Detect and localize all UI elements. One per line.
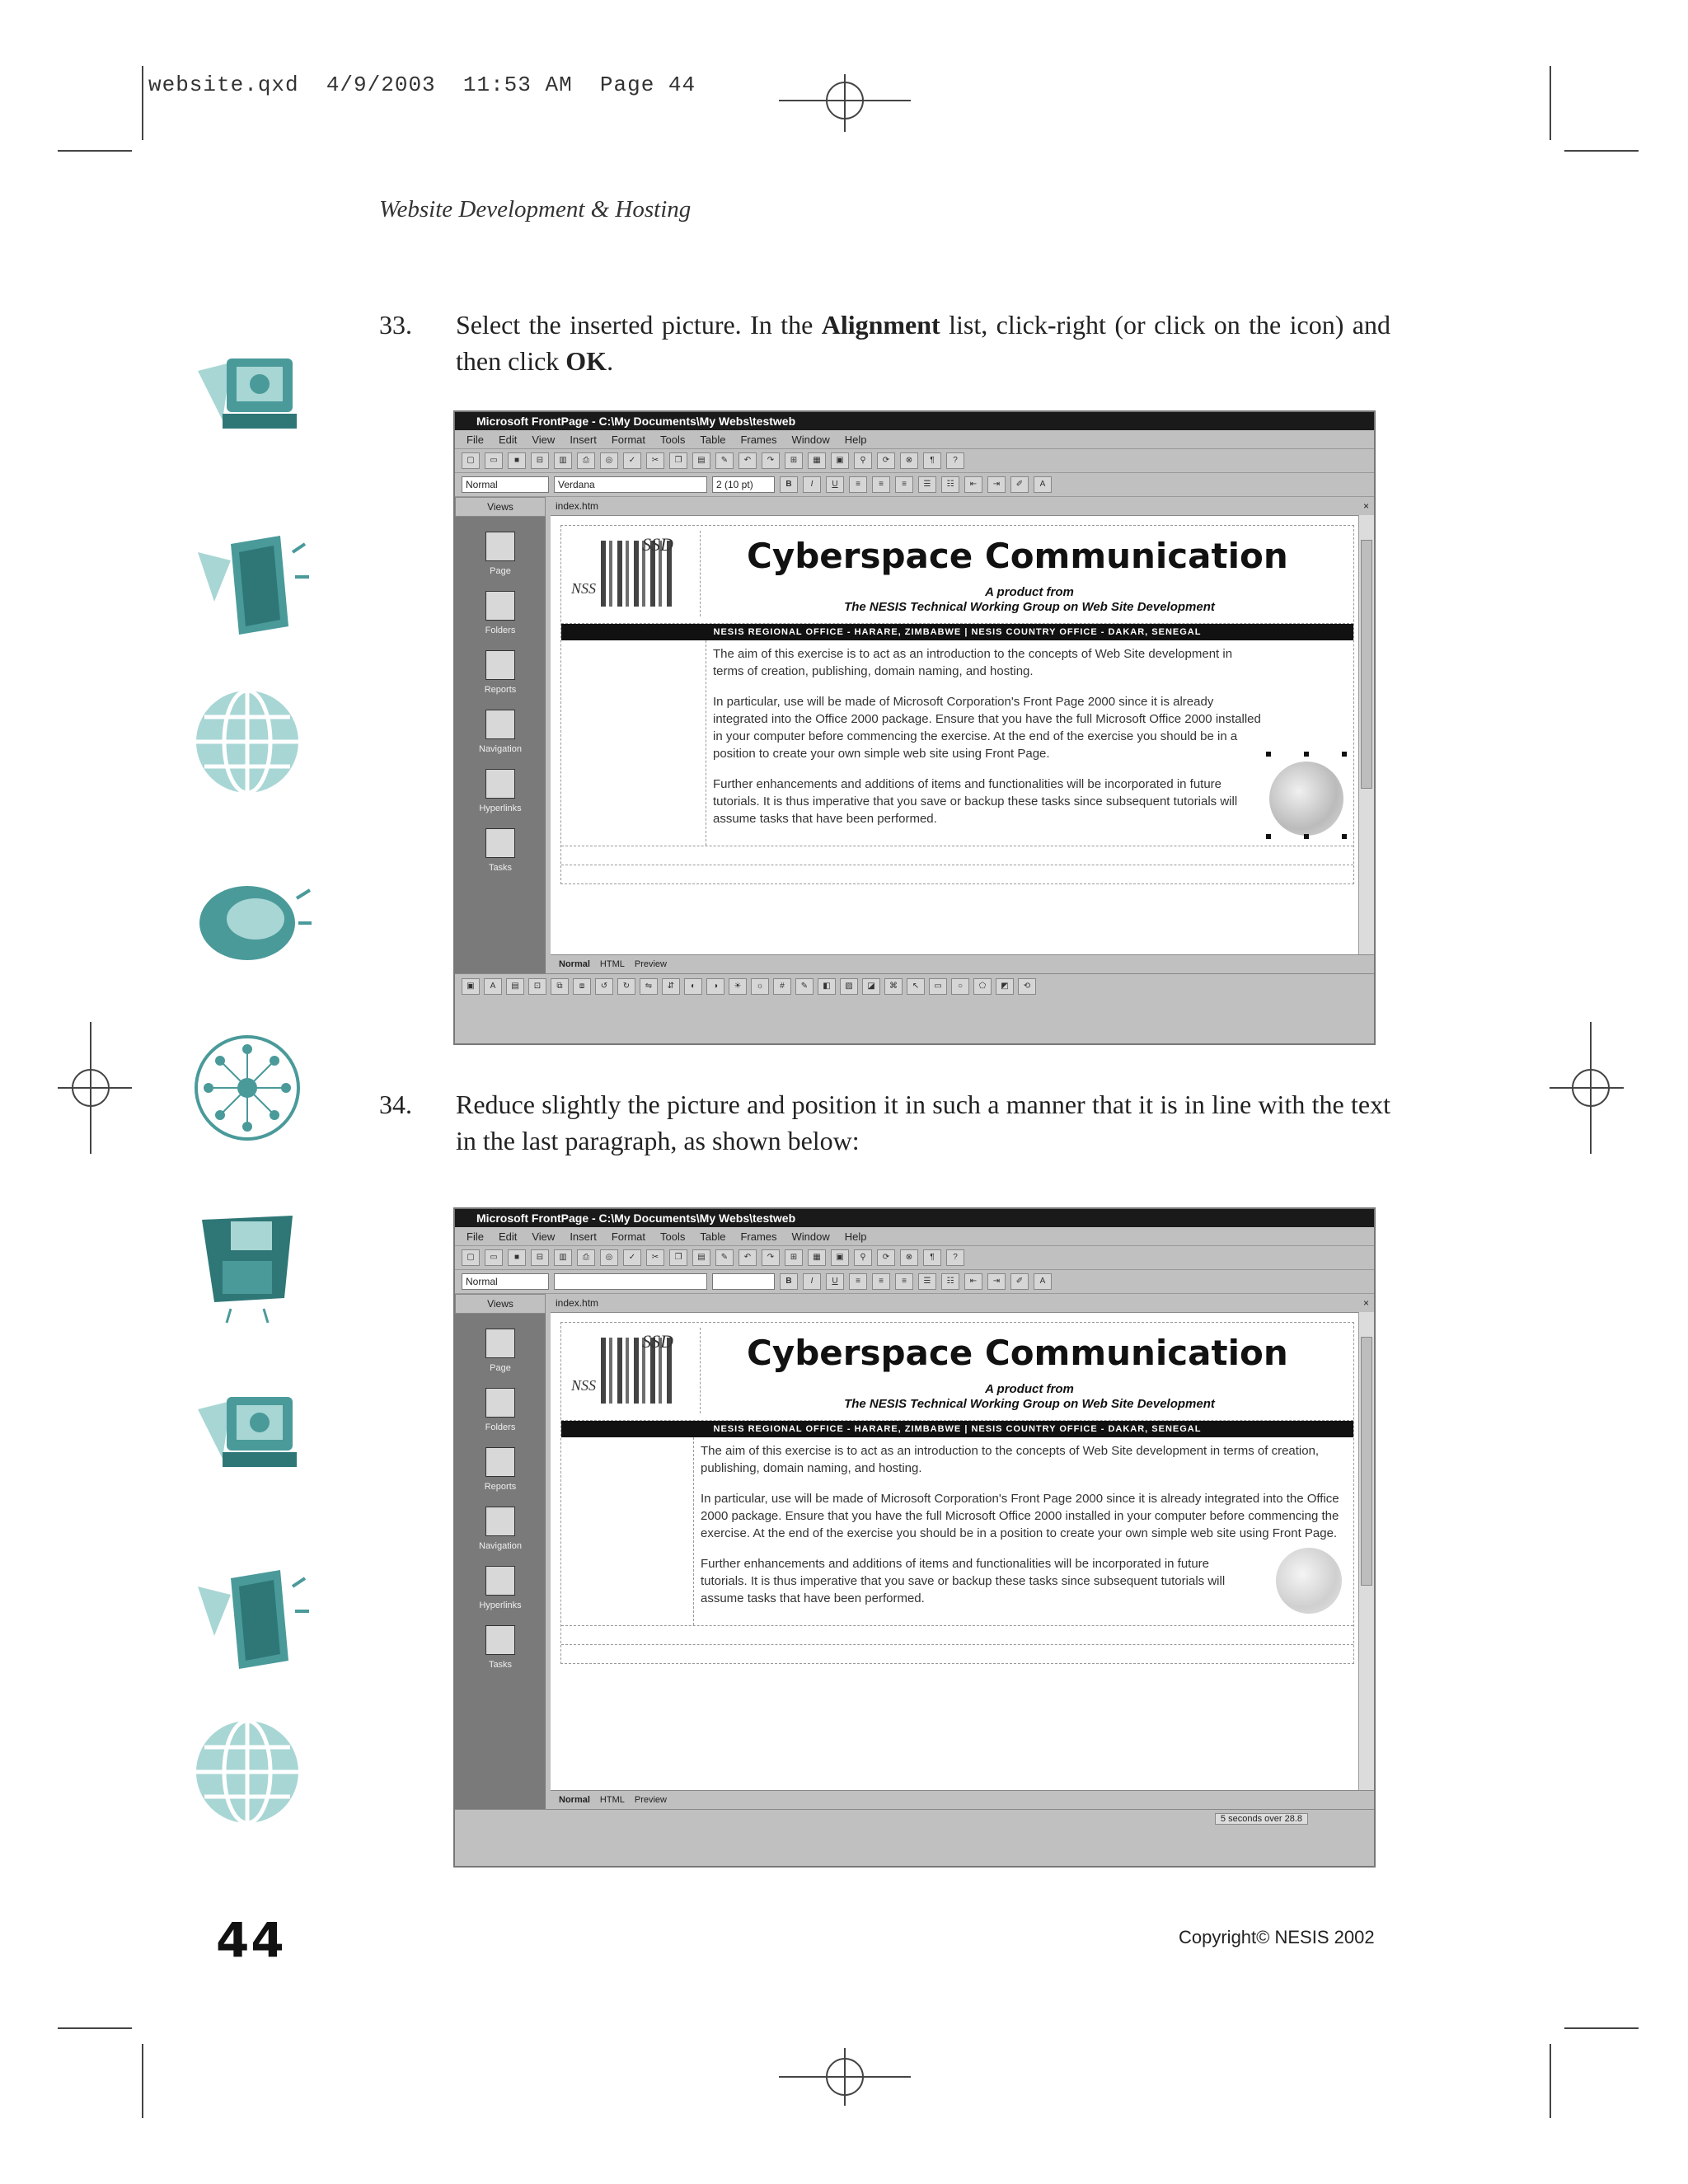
format-painter-icon[interactable]: ✎ xyxy=(715,1249,734,1266)
highlight-icon[interactable]: ✐ xyxy=(1010,1273,1029,1290)
preview-icon[interactable]: ◎ xyxy=(600,1249,618,1266)
stop-icon[interactable]: ⊗ xyxy=(900,1249,918,1266)
paste-icon[interactable]: ▤ xyxy=(692,1249,710,1266)
menu-item[interactable]: Help xyxy=(844,1230,867,1243)
paragraph: Further enhancements and additions of items and functionalities will be incorporated in future tutorials. It is thus imperative that you save or backup these tasks since subsequent tutorials will assume tasks that have been performed. xyxy=(701,1557,1226,1605)
tab-normal[interactable]: Normal xyxy=(559,959,590,969)
empty-row xyxy=(561,865,1353,883)
page-header xyxy=(561,526,1353,624)
insert-picture-icon[interactable]: ▣ xyxy=(831,452,849,469)
floppy-disk-icon xyxy=(181,1203,313,1327)
black-and-white-icon[interactable]: ◧ xyxy=(818,978,836,995)
navigation-icon xyxy=(485,1507,515,1536)
crop-mark xyxy=(1564,2027,1639,2029)
menu-item[interactable]: Format xyxy=(611,1230,645,1243)
view-label: Navigation xyxy=(479,1541,522,1551)
publish-icon[interactable]: ⊟ xyxy=(531,1249,549,1266)
views-bar xyxy=(455,497,546,973)
position-absolutely-icon[interactable]: ⊡ xyxy=(528,978,546,995)
menu-item[interactable]: Edit xyxy=(498,1230,518,1243)
workspace xyxy=(455,497,1374,973)
menu-item[interactable]: Window xyxy=(791,1230,830,1243)
view-tabs xyxy=(551,1790,1374,1809)
workspace xyxy=(455,1294,1374,1809)
tab-preview[interactable]: Preview xyxy=(634,1795,667,1805)
crop-mark xyxy=(142,66,143,140)
page-number: 44 xyxy=(216,1912,286,1968)
logo-text: NSS xyxy=(571,580,597,597)
view-label: Tasks xyxy=(488,863,513,873)
selection-handle[interactable] xyxy=(1342,834,1347,839)
numbering-icon[interactable]: ☰ xyxy=(918,476,936,493)
size-select[interactable] xyxy=(712,1273,775,1290)
paste-icon[interactable]: ▤ xyxy=(692,452,710,469)
left-column xyxy=(561,1437,694,1625)
menu-item[interactable]: Format xyxy=(611,433,645,446)
bevel-icon[interactable]: ◪ xyxy=(862,978,880,995)
paragraph: The aim of this exercise is to act as an introduction to the concepts of Web Site development in terms of creation, publishing, domain naming, and hosting. xyxy=(701,1444,1320,1475)
insert-table-icon[interactable]: ▦ xyxy=(808,1249,826,1266)
running-head: Website Development & Hosting xyxy=(379,196,692,223)
computer-icon xyxy=(181,1376,313,1500)
italic-icon[interactable]: I xyxy=(803,1273,821,1290)
highlight-icon[interactable]: ✐ xyxy=(1010,476,1029,493)
page-heading: Cyberspace Communication xyxy=(747,1333,1288,1373)
font-select[interactable]: Verdana xyxy=(554,476,707,493)
align-right-icon[interactable]: ≡ xyxy=(895,476,913,493)
crop-mark xyxy=(142,2044,143,2118)
page-subheading: The NESIS Technical Working Group on Web Site Development xyxy=(844,600,1215,614)
page-heading: Cyberspace Communication xyxy=(747,536,1288,576)
document-pane xyxy=(546,1294,1374,1809)
undo-icon[interactable]: ↶ xyxy=(738,1249,757,1266)
crop-mark xyxy=(1564,150,1639,152)
menu-item[interactable]: File xyxy=(467,433,484,446)
navigation-icon xyxy=(485,710,515,739)
view-reports[interactable] xyxy=(455,650,546,695)
view-hyperlinks[interactable] xyxy=(455,1566,546,1610)
help-icon[interactable]: ? xyxy=(946,1249,964,1266)
circle-hotspot-icon[interactable]: ○ xyxy=(951,978,969,995)
close-icon[interactable]: × xyxy=(1362,1297,1369,1309)
view-label: Page xyxy=(490,1363,511,1373)
decrease-indent-icon[interactable]: ⇤ xyxy=(964,476,982,493)
logo-text: NSS xyxy=(571,1377,597,1394)
bold-icon[interactable]: B xyxy=(780,476,798,493)
formatting-toolbar xyxy=(455,473,1374,497)
right-column xyxy=(694,1437,1353,1625)
logo-text: SSD xyxy=(642,1331,673,1352)
page-content xyxy=(560,1322,1354,1664)
menu-item[interactable]: Help xyxy=(844,433,867,446)
vertical-scrollbar[interactable] xyxy=(1358,1312,1374,1791)
views-bar xyxy=(455,1294,546,1809)
less-brightness-icon[interactable]: ☼ xyxy=(751,978,769,995)
copyright: Copyright© NESIS 2002 xyxy=(1179,1927,1375,1947)
page-subheading: A product from xyxy=(985,585,1074,599)
crop-mark xyxy=(58,150,132,152)
logo xyxy=(568,531,701,616)
view-tabs xyxy=(551,954,1374,973)
new-page-icon[interactable]: ▢ xyxy=(462,1249,480,1266)
menu-bar xyxy=(455,1227,1374,1246)
empty-row xyxy=(561,846,1353,865)
folder-icon xyxy=(485,1388,515,1418)
publish-icon[interactable]: ⊟ xyxy=(531,452,549,469)
window-title: Microsoft FrontPage - C:\My Documents\My Webs\testweb xyxy=(455,1209,1374,1227)
view-tasks[interactable] xyxy=(455,828,546,873)
offices-band: NESIS REGIONAL OFFICE - HARARE, ZIMBABWE | NESIS COUNTRY OFFICE - DAKAR, SENEGAL xyxy=(561,624,1353,640)
view-label: Reports xyxy=(484,685,517,695)
undo-icon[interactable]: ↶ xyxy=(738,452,757,469)
menu-item[interactable]: Table xyxy=(700,1230,726,1243)
view-navigation[interactable] xyxy=(455,1507,546,1551)
globe-icon xyxy=(181,1710,313,1834)
download-time: 5 seconds over 28.8 xyxy=(1215,1813,1308,1825)
reports-icon xyxy=(485,1447,515,1477)
view-label: Hyperlinks xyxy=(479,804,522,813)
help-icon[interactable]: ? xyxy=(946,452,964,469)
menu-item[interactable]: Frames xyxy=(740,1230,777,1243)
copy-icon[interactable]: ❐ xyxy=(669,1249,687,1266)
empty-row xyxy=(561,1644,1353,1663)
frontpage-screenshot xyxy=(453,410,1376,1045)
increase-indent-icon[interactable]: ⇥ xyxy=(987,476,1006,493)
cut-icon[interactable]: ✂ xyxy=(646,1249,664,1266)
view-label: Folders xyxy=(485,1422,516,1432)
formatting-toolbar xyxy=(455,1270,1374,1294)
numbering-icon[interactable]: ☰ xyxy=(918,1273,936,1290)
registration-mark-bottom-icon xyxy=(779,2048,911,2106)
increase-indent-icon[interactable]: ⇥ xyxy=(987,1273,1006,1290)
slug-line: website.qxd 4/9/2003 11:53 AM Page 44 xyxy=(148,73,696,97)
font-color-icon[interactable]: A xyxy=(1034,476,1052,493)
paragraph: The aim of this exercise is to act as an introduction to the concepts of Web Site development in terms of creation, publishing, domain naming, and hosting. xyxy=(713,647,1233,678)
copy-icon[interactable]: ❐ xyxy=(669,452,687,469)
selection-handle[interactable] xyxy=(1342,752,1347,757)
redo-icon[interactable]: ↷ xyxy=(762,1249,780,1266)
menu-item[interactable]: File xyxy=(467,1230,484,1243)
document-tab[interactable] xyxy=(551,1294,1374,1313)
select-icon[interactable]: ↖ xyxy=(907,978,925,995)
cut-icon[interactable]: ✂ xyxy=(646,452,664,469)
rotate-right-icon[interactable]: ↻ xyxy=(617,978,635,995)
menu-item[interactable]: View xyxy=(532,433,556,446)
folder-icon xyxy=(485,591,515,621)
menu-item[interactable]: Insert xyxy=(570,1230,597,1243)
step-instruction: Reduce slightly the picture and position it in such a manner that it is in line with the text in the last paragraph, as shown below: xyxy=(456,1090,1390,1155)
insert-component-icon[interactable]: ⊞ xyxy=(785,1249,803,1266)
view-hyperlinks[interactable] xyxy=(455,769,546,813)
view-reports[interactable] xyxy=(455,1447,546,1492)
menu-item[interactable]: Tools xyxy=(660,1230,686,1243)
align-right-icon[interactable]: ≡ xyxy=(895,1273,913,1290)
open-icon[interactable]: ▭ xyxy=(485,1249,503,1266)
show-all-icon[interactable]: ¶ xyxy=(923,1249,941,1266)
logo xyxy=(568,1328,701,1413)
auto-thumbnail-icon[interactable]: ▤ xyxy=(506,978,524,995)
views-title: Views xyxy=(455,497,546,517)
view-label: Folders xyxy=(485,626,516,635)
italic-icon[interactable]: I xyxy=(803,476,821,493)
vertical-scrollbar[interactable] xyxy=(1358,515,1374,955)
less-contrast-icon[interactable]: ◑ xyxy=(706,978,724,995)
paragraph: Further enhancements and additions of items and functionalities will be incorporated in future tutorials. It is thus imperative that you save or backup these tasks since subsequent tutorials will assume tasks that have been performed. xyxy=(713,777,1238,826)
flip-vertical-icon[interactable]: ⇵ xyxy=(662,978,680,995)
mouse-icon xyxy=(181,857,313,981)
document-tab[interactable] xyxy=(551,497,1374,516)
tasks-icon xyxy=(485,1625,515,1655)
print-icon[interactable]: ⎙ xyxy=(577,1249,595,1266)
tab-normal[interactable]: Normal xyxy=(559,1795,590,1805)
globe-icon xyxy=(181,680,313,804)
view-navigation[interactable] xyxy=(455,710,546,754)
spelling-icon[interactable]: ✓ xyxy=(623,452,641,469)
view-label: Hyperlinks xyxy=(479,1601,522,1610)
insert-table-icon[interactable]: ▦ xyxy=(808,452,826,469)
page-icon xyxy=(485,1329,515,1358)
spelling-icon[interactable]: ✓ xyxy=(623,1249,641,1266)
align-center-icon[interactable]: ≡ xyxy=(872,476,890,493)
network-icon xyxy=(181,1026,313,1150)
insert-picture-icon[interactable]: ▣ xyxy=(831,1249,849,1266)
view-page[interactable] xyxy=(455,1329,546,1373)
save-icon[interactable]: ■ xyxy=(508,1249,526,1266)
server-tower-icon xyxy=(181,527,313,651)
style-select[interactable]: Normal xyxy=(462,476,549,493)
document-tab-label: index.htm xyxy=(556,500,599,512)
decrease-indent-icon[interactable]: ⇤ xyxy=(964,1273,982,1290)
folder-list-icon[interactable]: ▥ xyxy=(554,452,572,469)
hyperlinks-icon xyxy=(485,1566,515,1596)
crop-icon[interactable]: # xyxy=(773,978,791,995)
standard-toolbar xyxy=(455,1246,1374,1270)
computer-icon xyxy=(181,338,313,462)
text-icon[interactable]: A xyxy=(484,978,502,995)
send-backward-icon[interactable]: ⧈ xyxy=(573,978,591,995)
hyperlink-icon[interactable]: ⚲ xyxy=(854,452,872,469)
format-painter-icon[interactable]: ✎ xyxy=(715,452,734,469)
page-subheading: A product from xyxy=(985,1382,1074,1396)
drawing-toolbar xyxy=(455,973,1374,999)
view-label: Tasks xyxy=(488,1660,513,1670)
flip-horizontal-icon[interactable]: ⇋ xyxy=(640,978,658,995)
print-icon[interactable]: ⎙ xyxy=(577,452,595,469)
view-label: Page xyxy=(490,566,511,576)
body-row xyxy=(561,640,1353,846)
page-content xyxy=(560,525,1354,884)
underline-icon[interactable]: U xyxy=(826,476,844,493)
views-title: Views xyxy=(455,1294,546,1314)
refresh-icon[interactable]: ⟳ xyxy=(877,452,895,469)
bullets-icon[interactable]: ☷ xyxy=(941,476,959,493)
rectangle-hotspot-icon[interactable]: ▭ xyxy=(929,978,947,995)
empty-row xyxy=(561,1625,1353,1644)
menu-item[interactable]: Insert xyxy=(570,433,597,446)
selection-handle[interactable] xyxy=(1266,752,1271,757)
view-label: Reports xyxy=(484,1482,517,1492)
underline-icon[interactable]: U xyxy=(826,1273,844,1290)
close-icon[interactable]: × xyxy=(1362,500,1369,512)
menu-item[interactable]: Tools xyxy=(660,433,686,446)
document-tab-label: index.htm xyxy=(556,1297,599,1309)
preview-icon[interactable]: ◎ xyxy=(600,452,618,469)
menu-item[interactable]: Edit xyxy=(498,433,518,446)
new-page-icon[interactable]: ▢ xyxy=(462,452,480,469)
view-label: Navigation xyxy=(479,744,522,754)
hyperlinks-icon xyxy=(485,769,515,799)
view-tasks[interactable] xyxy=(455,1625,546,1670)
tasks-icon xyxy=(485,828,515,858)
right-column xyxy=(706,640,1353,846)
logo-text: SSD xyxy=(642,534,673,555)
menu-item[interactable]: View xyxy=(532,1230,556,1243)
font-color-icon[interactable]: A xyxy=(1034,1273,1052,1290)
menu-item[interactable]: Frames xyxy=(740,433,777,446)
reports-icon xyxy=(485,650,515,680)
bring-forward-icon[interactable]: ⧉ xyxy=(551,978,569,995)
view-page[interactable] xyxy=(455,532,546,576)
view-folders[interactable] xyxy=(455,1388,546,1432)
standard-toolbar xyxy=(455,449,1374,473)
crop-mark xyxy=(1550,2044,1551,2118)
font-select[interactable] xyxy=(554,1273,707,1290)
step-number: 34. xyxy=(379,1090,412,1119)
clipart-image[interactable] xyxy=(1269,762,1343,836)
more-brightness-icon[interactable]: ☀ xyxy=(729,978,747,995)
registration-mark-left-icon xyxy=(33,1022,132,1154)
step-instruction: Select the inserted picture. In the Alignment list, click-right (or click on the icon) and then click OK. xyxy=(456,310,1391,376)
registration-mark-right-icon xyxy=(1550,1022,1648,1154)
set-transparent-color-icon[interactable]: ✎ xyxy=(795,978,814,995)
show-all-icon[interactable]: ¶ xyxy=(923,452,941,469)
resample-icon[interactable]: ⌘ xyxy=(884,978,903,995)
menu-bar xyxy=(455,430,1374,449)
clipart-image[interactable] xyxy=(1276,1548,1342,1614)
save-icon[interactable]: ■ xyxy=(508,452,526,469)
menu-item[interactable]: Window xyxy=(791,433,830,446)
server-tower-icon xyxy=(181,1562,313,1685)
left-column xyxy=(561,640,706,846)
align-left-icon[interactable]: ≡ xyxy=(849,1273,867,1290)
insert-picture-icon[interactable]: ▣ xyxy=(462,978,480,995)
page-header xyxy=(561,1323,1353,1421)
registration-mark-top-icon xyxy=(779,74,911,132)
style-select[interactable]: Normal xyxy=(462,1273,549,1290)
tab-preview[interactable]: Preview xyxy=(634,959,667,969)
align-center-icon[interactable]: ≡ xyxy=(872,1273,890,1290)
status-bar xyxy=(455,1809,1374,1830)
folder-list-icon[interactable]: ▥ xyxy=(554,1249,572,1266)
redo-icon[interactable]: ↷ xyxy=(762,452,780,469)
bold-icon[interactable]: B xyxy=(780,1273,798,1290)
step-number: 33. xyxy=(379,310,412,340)
selection-handle[interactable] xyxy=(1304,834,1309,839)
page-subheading: The NESIS Technical Working Group on Web Site Development xyxy=(844,1397,1215,1411)
more-contrast-icon[interactable]: ◐ xyxy=(684,978,702,995)
frontpage-screenshot xyxy=(453,1207,1376,1868)
insert-component-icon[interactable]: ⊞ xyxy=(785,452,803,469)
rotate-left-icon[interactable]: ↺ xyxy=(595,978,613,995)
selection-handle[interactable] xyxy=(1266,834,1271,839)
crop-mark xyxy=(58,2027,132,2029)
refresh-icon[interactable]: ⟳ xyxy=(877,1249,895,1266)
body-row xyxy=(561,1437,1353,1625)
crop-mark xyxy=(1550,66,1551,140)
hyperlink-icon[interactable]: ⚲ xyxy=(854,1249,872,1266)
restore-icon[interactable]: ⟲ xyxy=(1018,978,1036,995)
tab-html[interactable]: HTML xyxy=(599,959,625,969)
tab-html[interactable]: HTML xyxy=(599,1795,625,1805)
offices-band: NESIS REGIONAL OFFICE - HARARE, ZIMBABWE | NESIS COUNTRY OFFICE - DAKAR, SENEGAL xyxy=(561,1421,1353,1437)
highlight-hotspots-icon[interactable]: ◩ xyxy=(996,978,1014,995)
selection-handle[interactable] xyxy=(1304,752,1309,757)
polygon-hotspot-icon[interactable]: ⬠ xyxy=(973,978,992,995)
page-icon xyxy=(485,532,515,561)
document-pane xyxy=(546,497,1374,973)
stop-icon[interactable]: ⊗ xyxy=(900,452,918,469)
bullets-icon[interactable]: ☷ xyxy=(941,1273,959,1290)
wash-out-icon[interactable]: ▨ xyxy=(840,978,858,995)
open-icon[interactable]: ▭ xyxy=(485,452,503,469)
size-select[interactable]: 2 (10 pt) xyxy=(712,476,775,493)
paragraph: In particular, use will be made of Microsoft Corporation's Front Page 2000 since it is already integrated into the Office 2000 package. Ensure that you have the full Microsoft Office 2000 installed in your computer before commencing the exercise. At the end of the exercise you should be in a position to create your own simple web site using Front Page. xyxy=(701,1492,1339,1540)
paragraph: In particular, use will be made of Microsoft Corporation's Front Page 2000 since it is already integrated into the Office 2000 package. Ensure that you have the full Microsoft Office 2000 installed in your computer before commencing the exercise. At the end of the exercise you should be in a position to create your own simple web site using Front Page. xyxy=(713,695,1261,761)
view-folders[interactable] xyxy=(455,591,546,635)
align-left-icon[interactable]: ≡ xyxy=(849,476,867,493)
window-title: Microsoft FrontPage - C:\My Documents\My Webs\testweb xyxy=(455,412,1374,430)
menu-item[interactable]: Table xyxy=(700,433,726,446)
